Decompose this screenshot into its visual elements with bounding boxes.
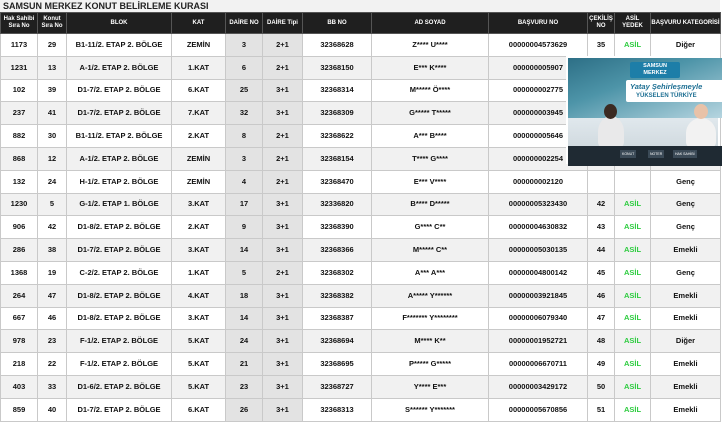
cell-cekilis: 42 — [588, 193, 615, 216]
column-header-basvuru: BAŞVURU NO — [489, 13, 588, 34]
cell-asil: ASİL — [615, 353, 651, 376]
cell-hak: 237 — [1, 102, 38, 125]
cell-hak: 102 — [1, 79, 38, 102]
table-row — [1, 398, 721, 421]
cell-hak: 132 — [1, 170, 38, 193]
cell-hak: 882 — [1, 125, 38, 148]
cell-tip: 3+1 — [263, 398, 303, 421]
cell-basvuru: 00000004630832 — [489, 216, 588, 239]
cell-ad: E*** V**** — [372, 170, 489, 193]
cell-basvuru: 00000005670856 — [489, 398, 588, 421]
cell-kat: 2.KAT — [172, 216, 226, 239]
presenter-left-head — [604, 104, 617, 119]
cell-tip: 3+1 — [263, 193, 303, 216]
column-header-konut: Konut Sıra No — [38, 13, 67, 34]
column-header-cekilis: ÇEKİLİŞ NO — [588, 13, 615, 34]
table-row — [1, 375, 721, 398]
cell-kat: ZEMİN — [172, 147, 226, 170]
table-row — [1, 261, 721, 284]
table-row — [1, 330, 721, 353]
cell-basvuru: 00000005030135 — [489, 239, 588, 262]
cell-cekilis: 46 — [588, 284, 615, 307]
cell-hak: 868 — [1, 147, 38, 170]
cell-konut: 47 — [38, 284, 67, 307]
video-desk — [568, 146, 722, 166]
cell-bb: 32368470 — [303, 170, 372, 193]
cell-bb: 32368366 — [303, 239, 372, 262]
cell-konut: 13 — [38, 56, 67, 79]
cell-blok: D1-7/2. ETAP 2. BÖLGE — [67, 79, 172, 102]
cell-bb: 32368622 — [303, 125, 372, 148]
cell-ad: F******* Y******** — [372, 307, 489, 330]
cell-daire: 8 — [226, 125, 263, 148]
cell-blok: D1-8/2. ETAP 2. BÖLGE — [67, 216, 172, 239]
cell-kategori: Genç — [651, 170, 721, 193]
cell-bb: 32368313 — [303, 398, 372, 421]
column-header-asil: ASİL YEDEK — [615, 13, 651, 34]
cell-asil: ASİL — [615, 261, 651, 284]
cell-tip: 2+1 — [263, 125, 303, 148]
badge-line1: SAMSUN — [643, 63, 667, 69]
cell-bb: 32368382 — [303, 284, 372, 307]
cell-tip: 2+1 — [263, 34, 303, 57]
cell-asil: ASİL — [615, 375, 651, 398]
table-row — [1, 353, 721, 376]
cell-kat: ZEMİN — [172, 34, 226, 57]
cell-konut: 33 — [38, 375, 67, 398]
cell-blok: B1-11/2. ETAP 2. BÖLGE — [67, 125, 172, 148]
cell-tip: 3+1 — [263, 353, 303, 376]
cell-ad: P***** G***** — [372, 353, 489, 376]
cell-konut: 39 — [38, 79, 67, 102]
cell-tip: 3+1 — [263, 79, 303, 102]
cell-kat: 2.KAT — [172, 125, 226, 148]
cell-kategori: Emekli — [651, 353, 721, 376]
cell-asil: ASİL — [615, 216, 651, 239]
cell-bb: 32368309 — [303, 102, 372, 125]
cell-tip: 3+1 — [263, 284, 303, 307]
cell-konut: 24 — [38, 170, 67, 193]
table-row — [1, 307, 721, 330]
cell-cekilis — [588, 170, 615, 193]
cell-ad: G**** C** — [372, 216, 489, 239]
cell-tip: 3+1 — [263, 216, 303, 239]
cell-konut: 22 — [38, 353, 67, 376]
cell-konut: 41 — [38, 102, 67, 125]
cell-kat: 1.KAT — [172, 261, 226, 284]
cell-tip: 2+1 — [263, 261, 303, 284]
cell-konut: 5 — [38, 193, 67, 216]
table-row — [1, 170, 721, 193]
cell-bb: 32368695 — [303, 353, 372, 376]
cell-blok: D1-7/2. ETAP 2. BÖLGE — [67, 398, 172, 421]
banner-line2: YÜKSELEN TÜRKİYE — [636, 93, 697, 99]
cell-konut: 46 — [38, 307, 67, 330]
cell-blok: G-1/2. ETAP 1. BÖLGE — [67, 193, 172, 216]
desk-label-konut: KONUT — [622, 152, 635, 156]
cell-cekilis: 47 — [588, 307, 615, 330]
cell-hak: 859 — [1, 398, 38, 421]
cell-ad: Y**** E*** — [372, 375, 489, 398]
cell-bb: 32368154 — [303, 147, 372, 170]
cell-blok: A-1/2. ETAP 2. BÖLGE — [67, 56, 172, 79]
cell-kategori: Genç — [651, 261, 721, 284]
cell-bb: 32368694 — [303, 330, 372, 353]
column-header-bb: BB NO — [303, 13, 372, 34]
cell-kategori: Emekli — [651, 284, 721, 307]
cell-kategori: Emekli — [651, 398, 721, 421]
cell-ad: Z**** U**** — [372, 34, 489, 57]
cell-konut: 30 — [38, 125, 67, 148]
cell-ad: M***** Ö**** — [372, 79, 489, 102]
cell-bb: 32368390 — [303, 216, 372, 239]
cell-kategori: Genç — [651, 216, 721, 239]
cell-kat: 3.KAT — [172, 193, 226, 216]
cell-basvuru: 00000006079340 — [489, 307, 588, 330]
cell-kat: 4.KAT — [172, 284, 226, 307]
cell-daire: 14 — [226, 307, 263, 330]
cell-kat: 3.KAT — [172, 239, 226, 262]
cell-kat: 5.KAT — [172, 353, 226, 376]
cell-hak: 667 — [1, 307, 38, 330]
cell-blok: B1-11/2. ETAP 2. BÖLGE — [67, 34, 172, 57]
cell-bb: 32368387 — [303, 307, 372, 330]
cell-daire: 23 — [226, 375, 263, 398]
column-header-daire: DAİRE NO — [226, 13, 263, 34]
cell-daire: 18 — [226, 284, 263, 307]
cell-basvuru: 00000001952721 — [489, 330, 588, 353]
cell-kat: 7.KAT — [172, 102, 226, 125]
cell-cekilis: 48 — [588, 330, 615, 353]
cell-ad: A***** Y****** — [372, 284, 489, 307]
table-row — [1, 216, 721, 239]
cell-konut: 19 — [38, 261, 67, 284]
page-title: SAMSUN MERKEZ KONUT BELİRLEME KURASI — [0, 0, 720, 12]
cell-kategori: Emekli — [651, 307, 721, 330]
cell-bb: 32368628 — [303, 34, 372, 57]
cell-hak: 1231 — [1, 56, 38, 79]
cell-tip: 3+1 — [263, 102, 303, 125]
cell-blok: A-1/2. ETAP 2. BÖLGE — [67, 147, 172, 170]
table-row — [1, 239, 721, 262]
cell-ad: M***** C** — [372, 239, 489, 262]
cell-asil: ASİL — [615, 330, 651, 353]
cell-kategori: Emekli — [651, 239, 721, 262]
cell-bb: 32368727 — [303, 375, 372, 398]
cell-asil: ASİL — [615, 34, 651, 57]
cell-basvuru: 00000004800142 — [489, 261, 588, 284]
cell-tip: 3+1 — [263, 375, 303, 398]
cell-hak: 403 — [1, 375, 38, 398]
cell-basvuru: 000000005646 — [489, 125, 588, 148]
cell-daire: 3 — [226, 147, 263, 170]
column-header-kategori: BAŞVURU KATEGORİSİ — [651, 13, 721, 34]
cell-blok: D1-7/2. ETAP 2. BÖLGE — [67, 239, 172, 262]
cell-asil: ASİL — [615, 239, 651, 262]
cell-daire: 6 — [226, 56, 263, 79]
cell-hak: 286 — [1, 239, 38, 262]
cell-daire: 4 — [226, 170, 263, 193]
cell-asil: ASİL — [615, 398, 651, 421]
cell-hak: 978 — [1, 330, 38, 353]
table-row — [1, 34, 721, 57]
cell-ad: A*** B**** — [372, 125, 489, 148]
badge-line2: MERKEZ — [643, 70, 667, 76]
cell-kat: 6.KAT — [172, 398, 226, 421]
column-header-tip: DAİRE Tipi — [263, 13, 303, 34]
cell-blok: C-2/2. ETAP 2. BÖLGE — [67, 261, 172, 284]
cell-ad: S****** Y******* — [372, 398, 489, 421]
cell-cekilis: 45 — [588, 261, 615, 284]
cell-tip: 3+1 — [263, 239, 303, 262]
column-header-hak: Hak Sahibi Sıra No — [1, 13, 38, 34]
cell-konut: 38 — [38, 239, 67, 262]
cell-tip: 2+1 — [263, 56, 303, 79]
cell-bb: 32368314 — [303, 79, 372, 102]
cell-basvuru: 000000002775 — [489, 79, 588, 102]
cell-ad: G***** T***** — [372, 102, 489, 125]
table-header-row — [1, 13, 721, 34]
cell-kat: ZEMİN — [172, 170, 226, 193]
cell-tip: 2+1 — [263, 170, 303, 193]
cell-blok: F-1/2. ETAP 2. BÖLGE — [67, 353, 172, 376]
cell-hak: 264 — [1, 284, 38, 307]
column-header-kat: KAT — [172, 13, 226, 34]
cell-cekilis: 51 — [588, 398, 615, 421]
cell-blok: H-1/2. ETAP 2. BÖLGE — [67, 170, 172, 193]
cell-asil: ASİL — [615, 284, 651, 307]
cell-blok: D1-6/2. ETAP 2. BÖLGE — [67, 375, 172, 398]
presenter-left — [598, 116, 624, 148]
table-row — [1, 193, 721, 216]
column-header-ad: AD SOYAD — [372, 13, 489, 34]
cell-konut: 29 — [38, 34, 67, 57]
column-header-blok: BLOK — [67, 13, 172, 34]
cell-basvuru: 000000002254 — [489, 147, 588, 170]
cell-ad: M**** K** — [372, 330, 489, 353]
cell-daire: 21 — [226, 353, 263, 376]
cell-basvuru: 000000005907 — [489, 56, 588, 79]
cell-hak: 1368 — [1, 261, 38, 284]
cell-blok: D1-7/2. ETAP 2. BÖLGE — [67, 102, 172, 125]
desk-label-hak-sahibi: HAK SAHİBİ — [675, 152, 695, 156]
cell-asil: ASİL — [615, 307, 651, 330]
cell-ad: E*** K**** — [372, 56, 489, 79]
cell-blok: D1-8/2. ETAP 2. BÖLGE — [67, 284, 172, 307]
cell-daire: 32 — [226, 102, 263, 125]
cell-asil — [615, 170, 651, 193]
cell-cekilis: 49 — [588, 353, 615, 376]
cell-kat: 5.KAT — [172, 330, 226, 353]
cell-basvuru: 00000006670711 — [489, 353, 588, 376]
cell-basvuru: 000000003945 — [489, 102, 588, 125]
cell-daire: 25 — [226, 79, 263, 102]
cell-ad: B**** D***** — [372, 193, 489, 216]
cell-asil: ASİL — [615, 193, 651, 216]
cell-bb: 32336820 — [303, 193, 372, 216]
cell-tip: 3+1 — [263, 330, 303, 353]
cell-kat: 1.KAT — [172, 56, 226, 79]
cell-kategori: Genç — [651, 193, 721, 216]
cell-bb: 32368302 — [303, 261, 372, 284]
cell-basvuru: 000000002120 — [489, 170, 588, 193]
cell-bb: 32368150 — [303, 56, 372, 79]
presenter-right-head — [694, 104, 708, 119]
cell-cekilis: 50 — [588, 375, 615, 398]
cell-kategori: Diğer — [651, 330, 721, 353]
cell-konut: 12 — [38, 147, 67, 170]
live-video-overlay — [566, 56, 720, 164]
cell-daire: 14 — [226, 239, 263, 262]
cell-cekilis: 35 — [588, 34, 615, 57]
cell-blok: D1-8/2. ETAP 2. BÖLGE — [67, 307, 172, 330]
banner-line1: Yatay Şehirleşmeyle — [630, 82, 703, 91]
cell-kategori: Emekli — [651, 375, 721, 398]
cell-basvuru: 00000003921845 — [489, 284, 588, 307]
cell-kat: 6.KAT — [172, 79, 226, 102]
cell-daire: 9 — [226, 216, 263, 239]
cell-hak: 1173 — [1, 34, 38, 57]
cell-ad: T**** G**** — [372, 147, 489, 170]
cell-konut: 23 — [38, 330, 67, 353]
cell-daire: 26 — [226, 398, 263, 421]
video-logo-badge — [630, 62, 680, 78]
cell-kategori: Diğer — [651, 34, 721, 57]
table-row — [1, 284, 721, 307]
cell-basvuru: 00000005323430 — [489, 193, 588, 216]
cell-konut: 42 — [38, 216, 67, 239]
cell-ad: A*** A*** — [372, 261, 489, 284]
cell-basvuru: 00000003429172 — [489, 375, 588, 398]
cell-daire: 24 — [226, 330, 263, 353]
cell-hak: 906 — [1, 216, 38, 239]
cell-kat: 3.KAT — [172, 307, 226, 330]
cell-tip: 3+1 — [263, 307, 303, 330]
presenter-right — [686, 118, 716, 148]
cell-kat: 5.KAT — [172, 375, 226, 398]
cell-basvuru: 00000004573629 — [489, 34, 588, 57]
desk-label-noter: NOTER — [650, 152, 663, 156]
cell-hak: 218 — [1, 353, 38, 376]
cell-daire: 17 — [226, 193, 263, 216]
cell-konut: 40 — [38, 398, 67, 421]
cell-daire: 5 — [226, 261, 263, 284]
cell-hak: 1230 — [1, 193, 38, 216]
cell-cekilis: 43 — [588, 216, 615, 239]
cell-tip: 2+1 — [263, 147, 303, 170]
cell-blok: F-1/2. ETAP 2. BÖLGE — [67, 330, 172, 353]
cell-daire: 3 — [226, 34, 263, 57]
cell-cekilis: 44 — [588, 239, 615, 262]
